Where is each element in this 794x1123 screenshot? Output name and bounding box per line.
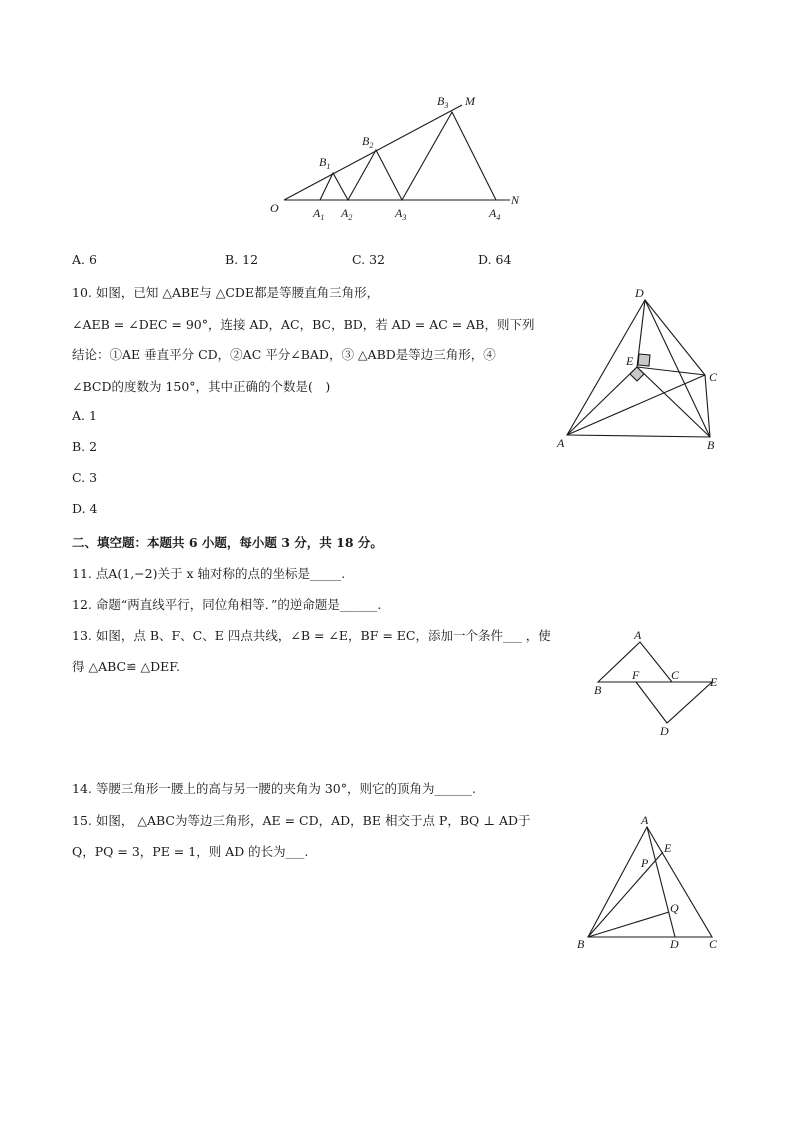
q9-option-d: D. 64 (478, 252, 512, 267)
section-2-title: 二、填空题：本题共 6 小题，每小题 3 分，共 18 分。 (72, 535, 383, 550)
label-b: B (707, 438, 715, 452)
label-q: Q (670, 901, 679, 915)
label-e: E (710, 675, 718, 689)
label-b: B (577, 937, 585, 951)
triangle-abc (588, 827, 712, 937)
segment-bq (588, 912, 669, 937)
q15-line2: Q，PQ = 3，PE = 1，则 AD 的长为___. (72, 844, 309, 859)
label-b1: $B_1$ (319, 155, 331, 171)
label-p: P (641, 856, 649, 870)
q10-line4: ∠BCD的度数为 150°，其中正确的个数是( ) (72, 379, 331, 394)
q13-line1: 13. 如图，点 B、F、C、E 四点共线，∠B = ∠E，BF = EC，添加一个条件___ ，使 (72, 628, 551, 643)
segment-be (588, 852, 663, 937)
q10-option-b: B. 2 (72, 439, 98, 454)
label-d: D (660, 724, 669, 738)
label-c: C (671, 668, 680, 682)
q12-text: 12. 命题“两直线平行，同位角相等．”的逆命题是______. (72, 597, 382, 612)
label-a4: $A_4$ (489, 206, 501, 222)
q13-line2: 得 △ABC≌ △DEF. (72, 659, 181, 674)
label-d: D (635, 286, 644, 300)
label-c: C (709, 370, 718, 384)
label-a: A (634, 628, 642, 642)
q9-option-b: B. 12 (225, 252, 259, 267)
label-a1: $A_1$ (313, 206, 325, 222)
q9-option-c: C. 32 (352, 252, 385, 267)
label-e: E (626, 354, 634, 368)
q11-text: 11. 点A(1,−2)关于 x 轴对称的点的坐标是_____. (72, 566, 346, 581)
label-f: F (632, 668, 640, 682)
label-a3: $A_3$ (395, 206, 407, 222)
label-b3: $B_3$ (437, 94, 449, 110)
q10-option-a: A. 1 (72, 408, 97, 423)
label-e: E (664, 841, 672, 855)
q9-option-a: A. 6 (72, 252, 97, 267)
label-m: M (465, 94, 475, 108)
label-d: D (670, 937, 679, 951)
label-c: C (709, 937, 718, 951)
label-a2: $A_2$ (341, 206, 353, 222)
label-o: O (270, 201, 279, 215)
q10-option-d: D. 4 (72, 501, 98, 516)
label-b: B (594, 683, 602, 697)
q14-text: 14. 等腰三角形一腰上的高与另一腰的夹角为 30°，则它的顶角为______. (72, 781, 476, 796)
q10-line1: 10. 如图，已知 △ABE与 △CDE都是等腰直角三角形， (72, 285, 380, 300)
label-b2: $B_2$ (362, 134, 374, 150)
q10-line2: ∠AEB = ∠DEC = 90°，连接 AD，AC，BC，BD，若 AD = AC = AB，则下列 (72, 317, 535, 332)
q15-line1: 15. 如图， △ABC为等边三角形，AE = CD，AD，BE 相交于点 P，BQ ⊥ AD于 (72, 813, 531, 828)
q10-option-c: C. 3 (72, 470, 98, 485)
label-n: N (511, 193, 520, 207)
q10-line3: 结论：①AE 垂直平分 CD，②AC 平分∠BAD，③ △ABD是等边三角形，④ (72, 347, 496, 362)
label-a: A (557, 436, 565, 450)
label-a: A (641, 813, 649, 827)
